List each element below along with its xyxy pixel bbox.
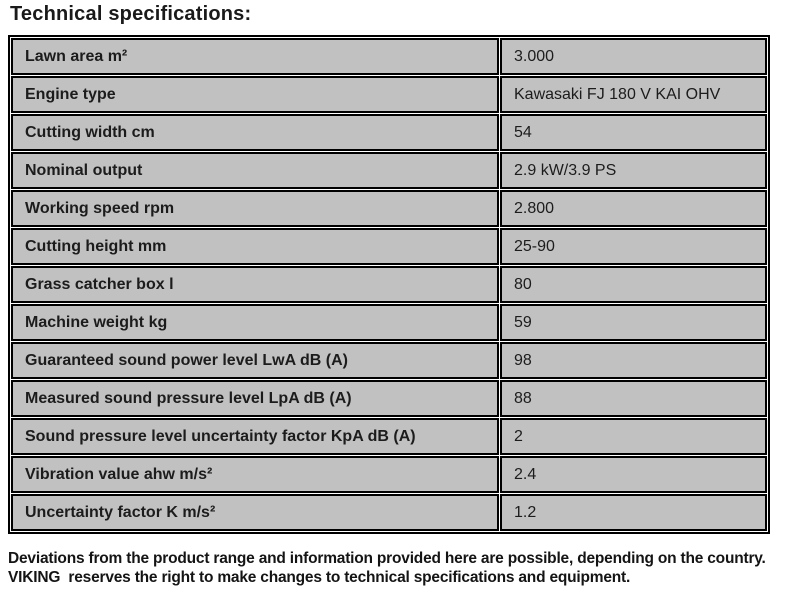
spec-label-cell: Engine type: [11, 76, 499, 113]
page-title: Technical specifications:: [10, 3, 252, 25]
table-row: [11, 342, 767, 379]
table-row: [11, 304, 767, 341]
spec-label-cell: Machine weight kg: [11, 304, 499, 341]
spec-label-cell: Cutting width cm: [11, 114, 499, 151]
spec-value-cell: Kawasaki FJ 180 V KAI OHV: [500, 76, 767, 113]
spec-label-cell: Guaranteed sound power level LwA dB (A): [11, 342, 499, 379]
spec-value-cell: 25-90: [500, 228, 767, 265]
spec-label-cell: Uncertainty factor K m/s²: [11, 494, 499, 531]
spec-value-cell: 2.4: [500, 456, 767, 493]
spec-label-cell: Working speed rpm: [11, 190, 499, 227]
spec-value-cell: 2.9 kW/3.9 PS: [500, 152, 767, 189]
spec-label-cell: Nominal output: [11, 152, 499, 189]
spec-value-cell: 54: [500, 114, 767, 151]
table-row: [11, 38, 767, 75]
spec-label-cell: Sound pressure level uncertainty factor KpA dB (A): [11, 418, 499, 455]
spec-label-cell: Lawn area m²: [11, 38, 499, 75]
spec-label-cell: Grass catcher box l: [11, 266, 499, 303]
technical-specs-table: [8, 35, 770, 534]
spec-value-cell: 2.800: [500, 190, 767, 227]
table-row: [11, 494, 767, 531]
table-row: [11, 114, 767, 151]
spec-value-cell: 59: [500, 304, 767, 341]
table-row: [11, 76, 767, 113]
table-row: [11, 456, 767, 493]
table-row: [11, 152, 767, 189]
spec-value-cell: 1.2: [500, 494, 767, 531]
spec-value-cell: 3.000: [500, 38, 767, 75]
spec-value-cell: 80: [500, 266, 767, 303]
table-row: [11, 418, 767, 455]
table-row: [11, 190, 767, 227]
table-row: [11, 228, 767, 265]
spec-value-cell: 2: [500, 418, 767, 455]
footer-disclaimer: Deviations from the product range and information provided here are possible, depending on the country. VIKING reserves the right to make changes to technical specifications and equipment.: [8, 550, 770, 587]
spec-value-cell: 98: [500, 342, 767, 379]
spec-table-body: [11, 38, 767, 531]
spec-value-cell: 88: [500, 380, 767, 417]
table-row: [11, 266, 767, 303]
spec-label-cell: Cutting height mm: [11, 228, 499, 265]
spec-label-cell: Vibration value ahw m/s²: [11, 456, 499, 493]
spec-label-cell: Measured sound pressure level LpA dB (A): [11, 380, 499, 417]
table-row: [11, 380, 767, 417]
